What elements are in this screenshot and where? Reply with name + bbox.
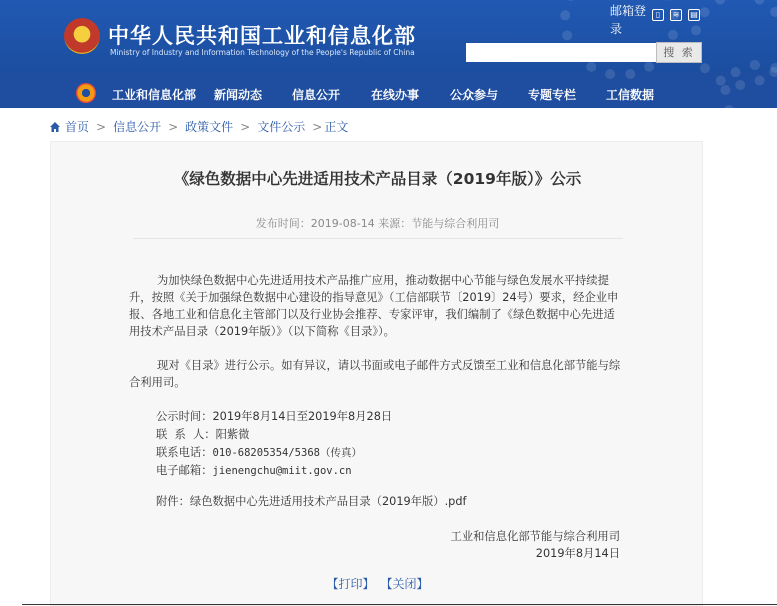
divider bbox=[133, 238, 623, 239]
breadcrumb-separator: > bbox=[312, 120, 323, 134]
site-header bbox=[0, 0, 777, 108]
nav-item-data[interactable]: 工信数据 bbox=[606, 88, 655, 102]
accessibility-icon[interactable]: ▤ bbox=[688, 9, 700, 21]
email-row bbox=[156, 462, 352, 480]
phone-value: 010-68205354/5368（传真） bbox=[212, 447, 362, 459]
mail-login-link-cont[interactable]: 录 bbox=[610, 22, 623, 36]
print-button[interactable]: 【打印】 bbox=[326, 577, 375, 591]
breadcrumb bbox=[50, 118, 348, 135]
contact-label: 联 系 人： bbox=[156, 428, 216, 441]
attachment-link[interactable]: 附件：绿色数据中心先进适用技术产品目录（2019年版）.pdf bbox=[156, 495, 467, 508]
nav-item-special-topics[interactable]: 专题专栏 bbox=[528, 88, 577, 102]
search-button[interactable]: 搜 索 bbox=[656, 42, 702, 63]
national-emblem-logo[interactable] bbox=[64, 18, 100, 54]
nav-item-online-services[interactable]: 在线办事 bbox=[371, 88, 420, 102]
breadcrumb-separator: > bbox=[240, 120, 251, 134]
nav-item-public-participation[interactable]: 公众参与 bbox=[450, 88, 499, 102]
notice-period-label: 公示时间： bbox=[156, 410, 213, 423]
article-paragraph: 现对《目录》进行公示。如有异议，请以书面或电子邮件方式反馈至工业和信息化部节能与综合利用司。 bbox=[129, 359, 621, 389]
mobile-icon[interactable]: ▯ bbox=[652, 9, 664, 21]
breadcrumb-home[interactable]: 首页 bbox=[65, 120, 90, 134]
article-meta: 发布时间：2019-08-14 来源：节能与综合利用司 bbox=[255, 217, 500, 230]
article-panel bbox=[50, 141, 703, 606]
breadcrumb-info-disclosure[interactable]: 信息公开 bbox=[113, 120, 162, 134]
article-actions bbox=[51, 575, 704, 592]
home-icon bbox=[50, 122, 60, 132]
notice-period-row bbox=[156, 408, 392, 426]
breadcrumb-document-notice[interactable]: 文件公示 bbox=[257, 120, 306, 134]
nav-item-ministry[interactable]: 工业和信息化部 bbox=[112, 88, 197, 102]
mail-login-link[interactable]: 邮箱登 bbox=[610, 4, 647, 18]
close-button[interactable]: 【关闭】 bbox=[386, 577, 429, 591]
nav-item-news[interactable]: 新闻动态 bbox=[214, 88, 263, 102]
site-subtitle: Ministry of Industry and Information Technology of the People's Republic of China bbox=[110, 48, 415, 57]
breadcrumb-separator: > bbox=[168, 120, 179, 134]
contact-row bbox=[156, 426, 249, 444]
breadcrumb-separator: > bbox=[96, 120, 107, 134]
top-links bbox=[610, 3, 730, 38]
rss-icon[interactable]: ≋ bbox=[670, 9, 682, 21]
site-title[interactable]: 中华人民共和国工业和信息化部 bbox=[108, 24, 416, 48]
signature-department: 工业和信息化部节能与综合利用司 bbox=[450, 530, 620, 543]
phone-label: 联系电话： bbox=[156, 446, 213, 459]
article-paragraph: 为加快绿色数据中心先进适用技术产品推广应用，推动数据中心节能与绿色发展水平持续提升，按照《关于加强绿色数据中心建设的指导意见》（工信部联节〔2019〕24号）要求，经企业申报、各地工业和信息化主管部门以及行业协会推荐、专家评审，我们编制了《绿色数据中心先进适用技术产品目录（2019年版）》（以下简称《目录》）。 bbox=[129, 274, 619, 338]
main-nav bbox=[0, 78, 777, 108]
nav-item-info-disclosure[interactable]: 信息公开 bbox=[292, 88, 341, 102]
email-value: jienengchu@miit.gov.cn bbox=[212, 465, 352, 477]
search-input[interactable] bbox=[466, 43, 656, 62]
signature-date: 2019年8月14日 bbox=[535, 547, 620, 560]
bottom-divider bbox=[22, 604, 777, 605]
contact-value: 阳紫微 bbox=[215, 428, 250, 441]
article-title: 《绿色数据中心先进适用技术产品目录（2019年版）》公示 bbox=[173, 170, 582, 188]
ministry-logo-icon[interactable] bbox=[76, 83, 96, 103]
email-label: 电子邮箱： bbox=[156, 464, 213, 477]
notice-period-value: 2019年8月14日至2019年8月28日 bbox=[212, 410, 393, 423]
phone-row bbox=[156, 444, 362, 462]
breadcrumb-policy-documents[interactable]: 政策文件 bbox=[185, 120, 234, 134]
breadcrumb-body[interactable]: 正文 bbox=[324, 120, 349, 134]
